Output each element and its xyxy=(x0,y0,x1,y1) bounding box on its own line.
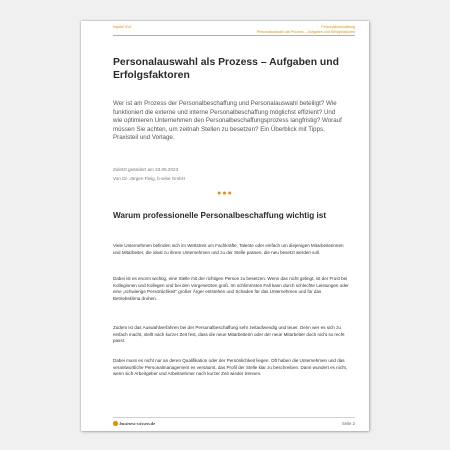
header-divider xyxy=(113,35,355,36)
logo-dot-icon xyxy=(113,421,118,426)
author-line: Von Dr. Jürgen Fleig, b-wise GmbH xyxy=(113,175,185,181)
section-heading: Warum professionelle Personalbeschaffung wichtig ist xyxy=(113,211,327,220)
article-lead: Wer ist am Prozess der Personalbeschaffung und Personalauswahl beteiligt? Wie funktioniert die externe und interne Personalbeschaffung möglichst effizient? Und wie optimieren Unternehmen den Personalbeschaffungsprozess langfristig? Worauf müssen Sie achten, um zeitnah Stellen zu besetzen? Ein Überblick mit Tipps, Praxisteil und Vorlage. xyxy=(113,100,342,142)
section-separator: ●●● xyxy=(217,190,233,197)
document-page xyxy=(81,21,369,431)
chapter-label: Kapitel 014 xyxy=(113,25,131,29)
article-title: Personalauswahl als Prozess – Aufgaben und Erfolgsfaktoren xyxy=(113,57,339,82)
body-paragraph: Zudem ist das Auswahlverfahren bei der Personalbeschaffung sehr zeitaufwendig und teuer. Denn wer es sich zu einfach macht, stellt nach kurzer Zeit fest, dass die neue Mitarbeiterin oder der neue Mitarbeiter doch nicht so recht passt. xyxy=(113,325,345,343)
page-number: Seite 2 xyxy=(341,421,355,426)
body-paragraph: Dabei muss es nicht nur an deren Qualifikation oder der Persönlichkeit liegen. Oft haben die Unternehmen und das verantwortliche Personalmanagement es versäumt, das Profil der Stelle klar zu beschreiben. Dann wundert es nicht, wenn sich Arbeitgeber und Arbeitnehmer nach kurzer Zeit wieder trennen. xyxy=(113,358,348,376)
page-footer xyxy=(113,420,355,428)
body-paragraph: Dabei ist es enorm wichtig, eine Stelle mit der richtigen Person zu besetzen. Wenn das nicht gelingt, ist der Frust bei Kolleginnen und Kollegen und bei den Vorgesetzten groß. Im schlimmsten Fall kann durch schlechte Leistungen oder eine „schwierige Persönlichkeit“ großer Ärger entstehen und Schaden für das Unternehmen und für das Betriebsklima drohen. xyxy=(113,276,349,301)
header-right xyxy=(257,25,355,34)
body-paragraph: Viele Unternehmen befinden sich im Wettstreit um Fachkräfte, Talente oder einfach um diejenigen Mitarbeiterinnen und Mitarbeiter, die ideal zu ihrem Unternehmen und zu der Stelle passen, die neu besetzt werden soll. xyxy=(113,243,344,255)
brand-logo xyxy=(113,420,155,427)
article-meta xyxy=(113,166,185,183)
header-category: Personalbeschaffung xyxy=(321,25,355,29)
logo-text: business-wissen.de xyxy=(119,421,156,426)
header-subtitle: Personalauswahl als Prozess – Aufgaben und Erfolgsfaktoren xyxy=(256,29,355,34)
updated-date: Zuletzt geändert am 23.06.2023 xyxy=(113,167,179,172)
footer-divider xyxy=(113,417,355,418)
